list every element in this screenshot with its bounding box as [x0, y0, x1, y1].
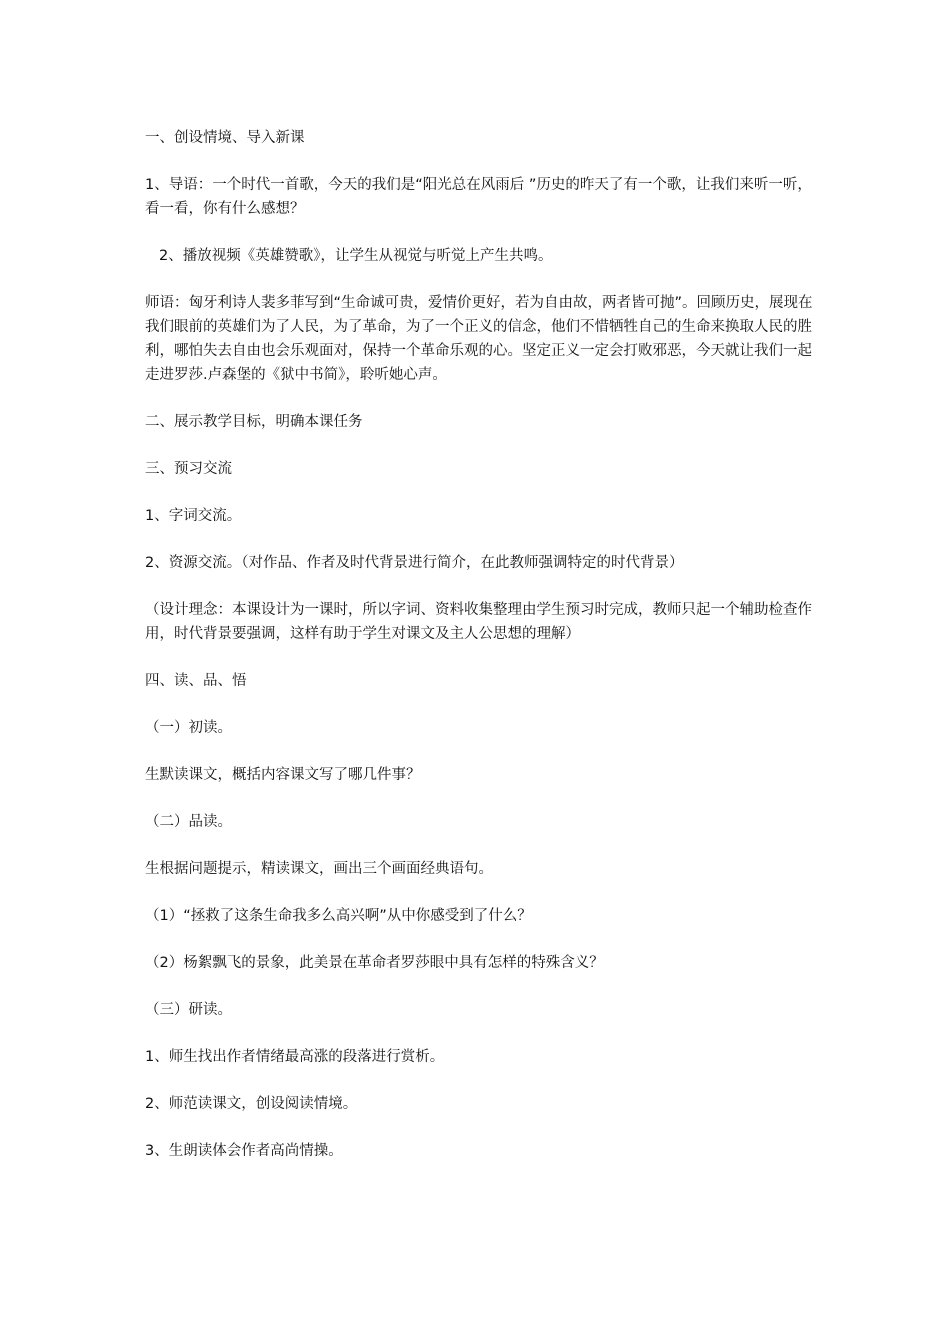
section-heading-3: 三、预习交流 [145, 461, 232, 477]
paragraph-intro-guide: 1、导语：一个时代一首歌，今天的我们是“阳光总在风雨后 ”历史的昨天了有一个歌，让我们来听一听，看一看，你有什么感想？ [145, 177, 812, 217]
paragraph-design-concept: （设计理念：本课设计为一课时，所以字词、资料收集整理由学生预习时完成，教师只起一个辅助检查作用，时代背景要强调，这样有助于学生对课文及主人公思想的理解） [145, 602, 812, 642]
document-body [145, 126, 813, 1186]
paragraph-silent-reading: 生默读课文，概括内容课文写了哪几件事？ [145, 767, 421, 783]
list-item-read-aloud: 3、生朗读体会作者高尚情操。 [145, 1143, 343, 1159]
paragraph-close-reading: 生根据问题提示，精读课文，画出三个画面经典语句。 [145, 861, 493, 877]
section-heading-4: 四、读、品、悟 [145, 673, 247, 689]
list-item-model-reading: 2、师范读课文，创设阅读情境。 [145, 1096, 358, 1112]
subheading-study-reading: （三）研读。 [145, 1002, 232, 1018]
section-heading-1: 一、创设情境、导入新课 [145, 130, 305, 146]
list-item-resources: 2、资源交流。（对作品、作者及时代背景进行简介，在此教师强调特定的时代背景） [145, 555, 684, 571]
list-item-vocab: 1、字词交流。 [145, 508, 242, 524]
subheading-first-reading: （一）初读。 [145, 720, 232, 736]
paragraph-teacher-speech: 师语：匈牙利诗人裴多菲写到“生命诚可贵，爱情价更好，若为自由故，两者皆可抛”。回顾历史，展现在我们眼前的英雄们为了人民，为了革命，为了一个正义的信念，他们不惜牺牲自己的生命来换取人民的胜利，哪怕失去自由也会乐观面对，保持一个革命乐观的心。坚定正义一定会打败邪恶，今天就让我们一起走进罗莎.卢森堡的《狱中书简》，聆听她心声。 [145, 295, 813, 383]
paragraph-play-video: 2、播放视频《英雄赞歌》，让学生从视觉与听觉上产生共鸣。 [159, 248, 553, 264]
subheading-second-reading: （二）品读。 [145, 814, 232, 830]
question-1: （1）“拯救了这条生命我多么高兴啊”从中你感受到了什么？ [145, 908, 532, 924]
list-item-appreciation: 1、师生找出作者情绪最高涨的段落进行赏析。 [145, 1049, 445, 1065]
question-2: （2）杨絮飘飞的景象，此美景在革命者罗莎眼中具有怎样的特殊含义？ [145, 955, 604, 971]
section-heading-2: 二、展示教学目标，明确本课任务 [145, 414, 363, 430]
